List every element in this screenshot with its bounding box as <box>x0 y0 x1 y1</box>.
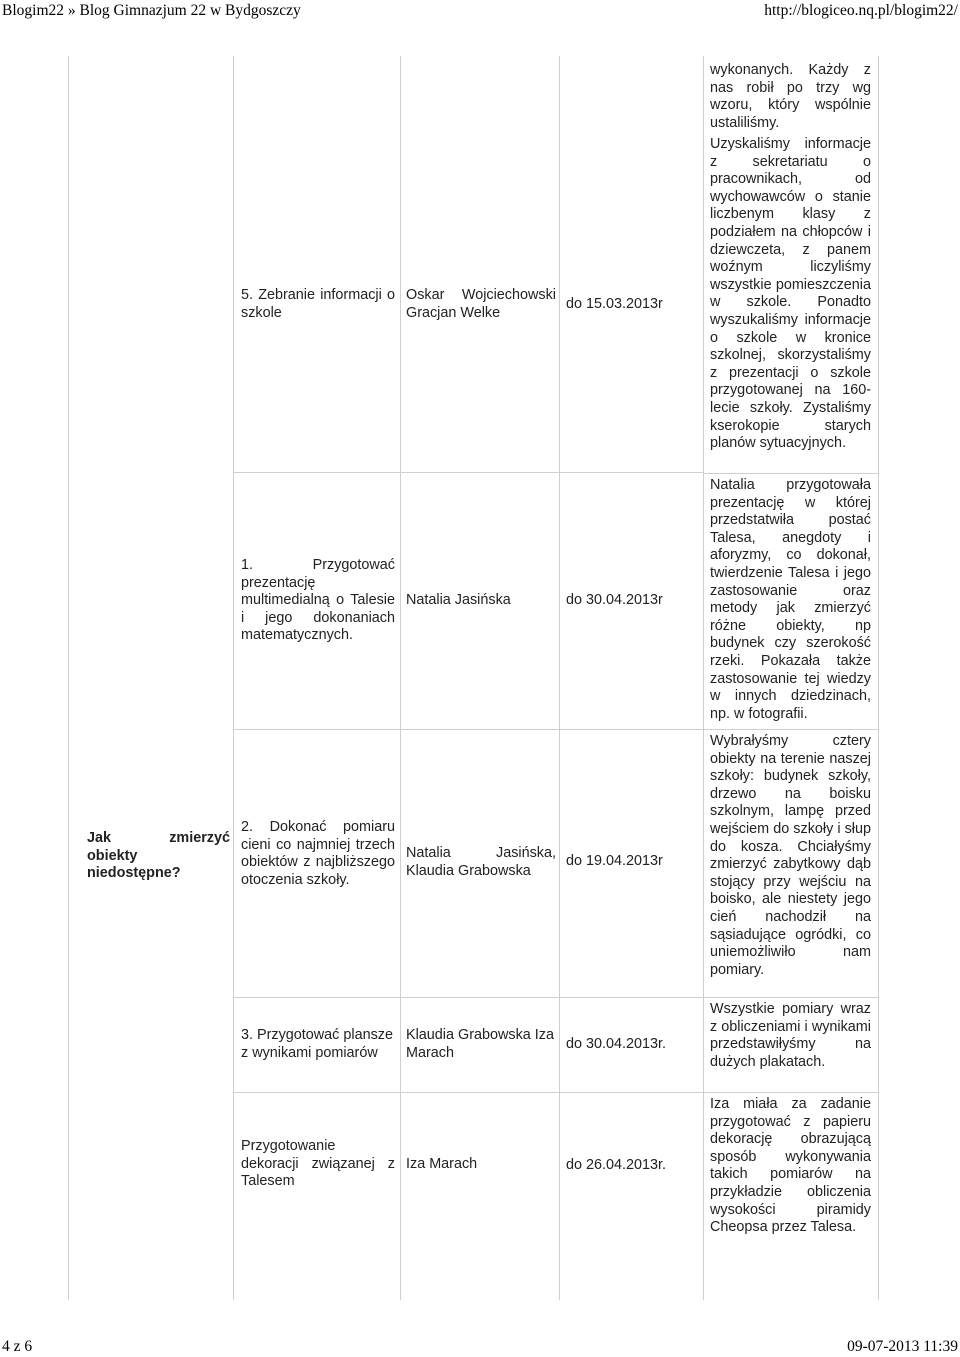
description-text: Natalia przygotowała prezentację w której przedstatwiła postać Talesa, anegdoty i aforyzmy, co dokonał, twierdzenie Talesa i jego zastosowanie oraz metody jak zmierzyć różne obiekty, np budynek czy szerokość rzeki. Pokazała także zastosowanie tej wiedzy w innych dziedzinach, np. w fotografii. <box>710 477 871 722</box>
description-cell <box>710 62 871 132</box>
description-text: Wszystkie pomiary wraz z obliczeniami i wynikami przedstawiłyśmy na dużych plakatach. <box>710 1001 871 1070</box>
section-label-word-1: Jak <box>87 830 112 846</box>
deadline-cell: do 19.04.2013r <box>566 853 663 869</box>
task-cell: Przygotowanie dekoracji związanej z Talesem <box>241 1138 395 1190</box>
person-cell: Klaudia Grabowska Iza Marach <box>406 1027 554 1061</box>
description-cell <box>710 1001 871 1071</box>
description-text: Iza miała za zadanie przygotować z papieru dekorację obrazującą sposób wykonywania takich pomiarów na przykładzie obliczenia wysokości piramidy Cheopsa przez Talesa. <box>710 1096 871 1236</box>
person-cell: Oskar Wojciechowski Gracjan Welke <box>406 287 556 321</box>
section-label <box>87 830 230 883</box>
task-cell: 3. Przygotować plansze z wynikami pomiarów <box>241 1027 393 1061</box>
description-cell <box>710 733 871 979</box>
print-timestamp: 09-07-2013 11:39 <box>847 1338 958 1355</box>
deadline-cell: do 26.04.2013r. <box>566 1157 667 1173</box>
description-text: Uzyskaliśmy informacje z sekretariatu o pracownikach, od wychowawców o stanie liczbenym klasy z podziałem na chłopców i dziewczeta, z panem woźnym liczyliśmy wszystkie pomieszczenia w szkole. Ponadto wyszukaliśmy informacje o szkole w kronice szkolnej, skorzystaliśmy z prezentacji o szkole przygotowanej na 160-lecie szkoły. Zystaliśmy kserokopie starych planów sytuacyjnych. <box>710 136 871 452</box>
task-cell: 5. Zebranie informacji o szkole <box>241 287 395 321</box>
page-header-title: Blogim22 » Blog Gimnazjum 22 w Bydgoszczy <box>2 2 301 19</box>
person-cell: Iza Marach <box>406 1156 478 1172</box>
page-header-url[interactable]: http://blogiceo.nq.pl/blogim22/ <box>764 2 958 19</box>
description-text: Wybrałyśmy cztery obiekty na terenie naszej szkoły: budynek szkoły, drzewo na boisku szkolnym, lampę przed wejściem do szkoły i słup do kosza. Chciałyśmy zmierzyć zabytkowy dąb stojący przy wejściu na boisko, ale niestety jego cień nachodził na sąsiadujące ogródki, co uniemożliwiło nam pomiary. <box>710 733 871 978</box>
deadline-cell: do 30.04.2013r <box>566 592 663 608</box>
deadline-cell: do 30.04.2013r. <box>566 1036 667 1052</box>
section-label-line-3: niedostępne? <box>87 865 181 882</box>
task-cell: 2. Dokonać pomiaru cieni co najmniej trzech obiektów z najbliższego otoczenia szkoły. <box>241 819 395 888</box>
section-label-word-2: zmierzyć <box>169 830 230 846</box>
description-cell <box>710 1096 871 1237</box>
person-cell: Natalia Jasińska <box>406 592 511 608</box>
page-number: 4 z 6 <box>2 1338 33 1355</box>
task-cell: 1. Przygotować prezentację multimedialną o Talesie i jego dokonaniach matematycznych. <box>241 557 395 644</box>
description-text: wykonanych. Każdy z nas robił po trzy wg wzoru, który wspólnie ustaliliśmy. <box>710 62 871 131</box>
description-cell <box>710 477 871 723</box>
section-label-line-2: obiekty <box>87 847 138 864</box>
description-cell <box>710 136 871 453</box>
person-cell: Natalia Jasińska, Klaudia Grabowska <box>406 845 556 879</box>
deadline-cell: do 15.03.2013r <box>566 296 663 312</box>
